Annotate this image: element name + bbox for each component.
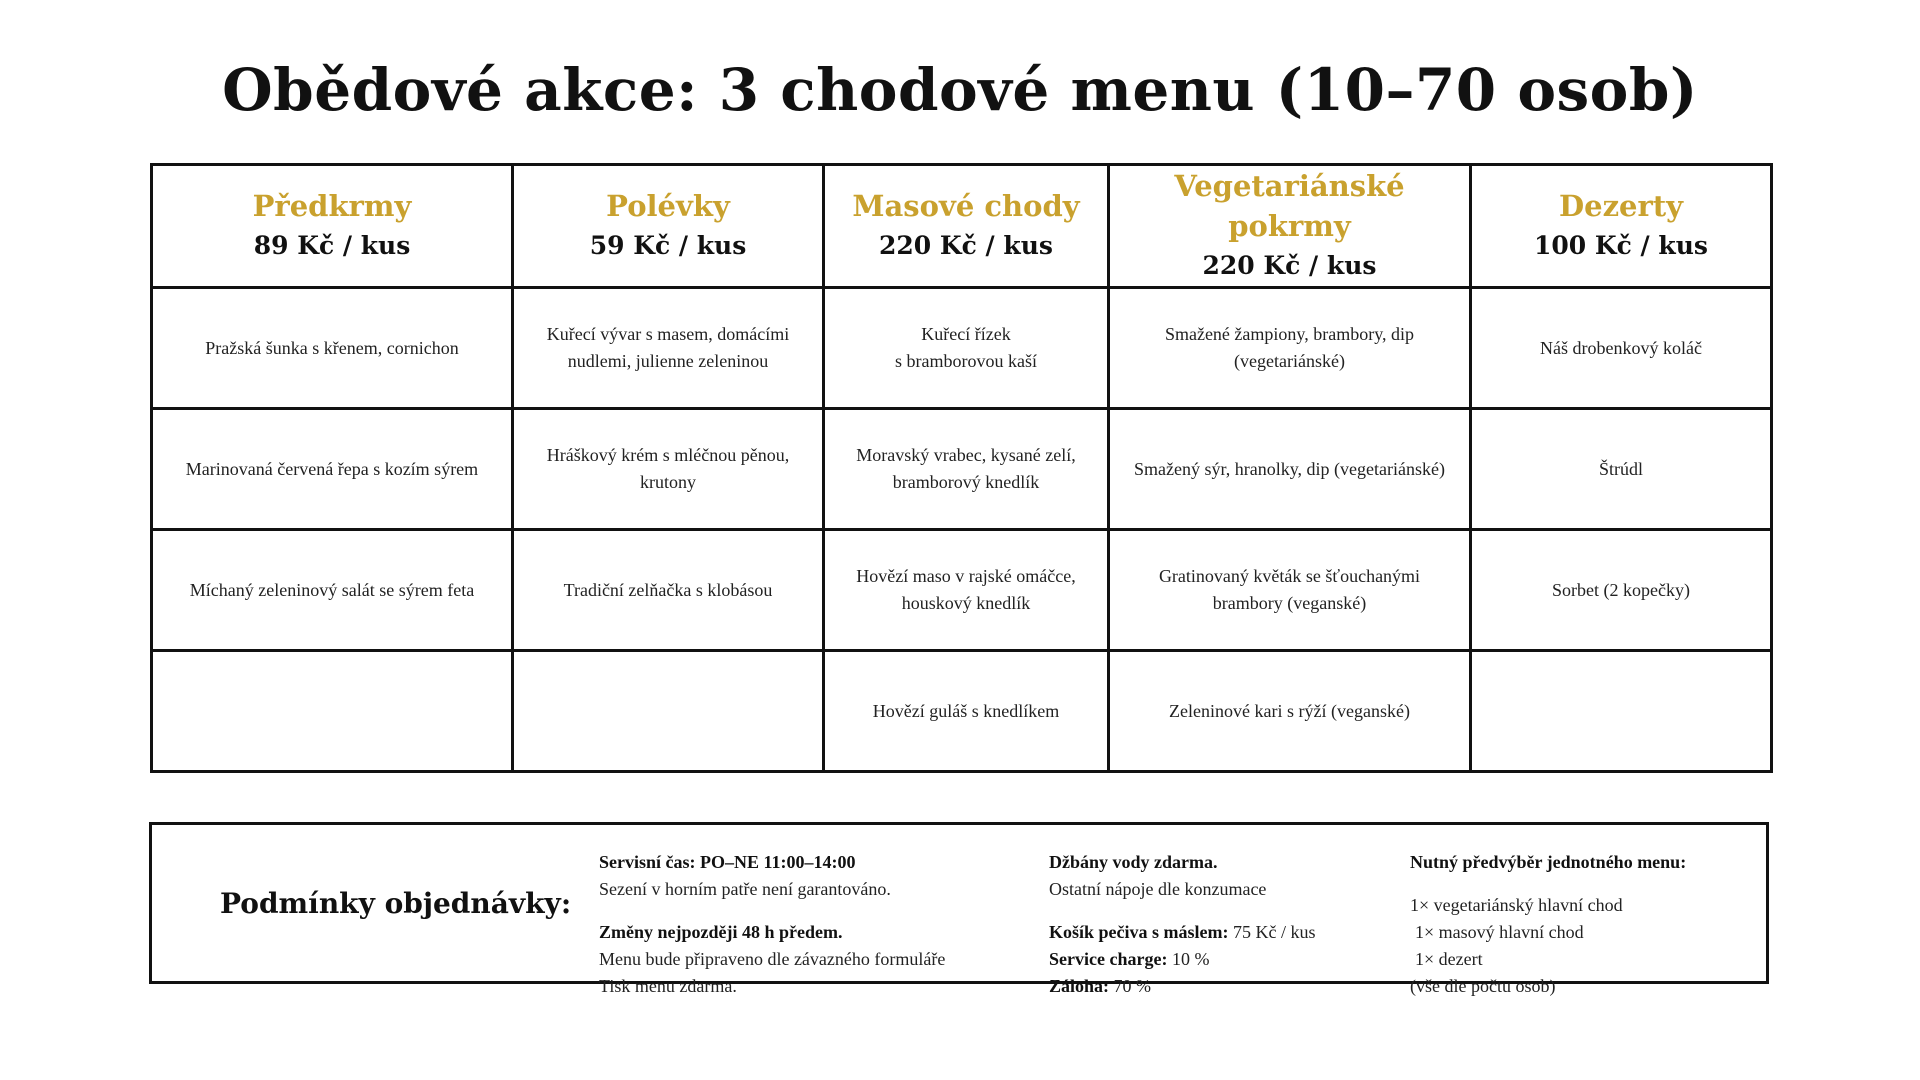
category-price: 59 Kč / kus — [589, 231, 747, 260]
conditions-column-service — [599, 849, 945, 1000]
print-note: Tisk menu zdarma. — [599, 976, 737, 996]
category-price: 220 Kč / kus — [879, 231, 1053, 260]
conditions-column-pricing — [1049, 849, 1316, 1000]
category-price: 89 Kč / kus — [253, 231, 411, 260]
service-time: Servisní čas: PO–NE 11:00–14:00 — [599, 852, 856, 872]
menu-item-cell: Marinovaná červená řepa s kozím sýrem — [152, 409, 513, 530]
menu-row — [152, 288, 1772, 409]
page-title: Obědové akce: 3 chodové menu (10–70 osob) — [222, 56, 1698, 124]
menu-item-cell: Hovězí maso v rajské omáčce, houskový knedlík — [824, 530, 1109, 651]
menu-item-cell: Kuřecí vývar s masem, domácími nudlemi, julienne zeleninou — [513, 288, 824, 409]
menu-item-cell-empty — [513, 651, 824, 772]
menu-form-note: Menu bude připraveno dle závazného formuláře — [599, 949, 946, 969]
menu-item-cell: Míchaný zeleninový salát se sýrem feta — [152, 530, 513, 651]
menu-item-cell: Moravský vrabec, kysané zelí, bramborový knedlík — [824, 409, 1109, 530]
menu-item-cell: Tradiční zelňačka s klobásou — [513, 530, 824, 651]
menu-item-cell: Hovězí guláš s knedlíkem — [824, 651, 1109, 772]
menu-item-cell: Štrúdl — [1471, 409, 1772, 530]
preselection-item: 1× vegetariánský hlavní chod — [1410, 895, 1623, 915]
bread-basket — [1049, 919, 1316, 946]
category-header-dezerty — [1471, 165, 1772, 288]
category-name: Předkrmy — [252, 189, 412, 223]
menu-item-cell-empty — [1471, 651, 1772, 772]
deposit-value: 70 % — [1113, 976, 1152, 996]
water-note: Džbány vody zdarma. — [1049, 852, 1218, 872]
preselection-item: 1× dezert — [1415, 949, 1483, 969]
drinks-note: Ostatní nápoje dle konzumace — [1049, 879, 1267, 899]
deposit — [1049, 973, 1316, 1000]
menu-item-cell: Smažené žampiony, brambory, dip (vegetariánské) — [1109, 288, 1471, 409]
menu-item-line: Kuřecí řízek — [921, 324, 1011, 344]
category-price: 100 Kč / kus — [1534, 231, 1708, 260]
preselection-note: (vše dle počtu osob) — [1410, 976, 1556, 996]
bread-basket-label: Košík pečiva s máslem: — [1049, 922, 1229, 942]
menu-table — [150, 163, 1773, 773]
menu-item-cell: Hráškový krém s mléčnou pěnou, krutony — [513, 409, 824, 530]
menu-item-cell: Sorbet (2 kopečky) — [1471, 530, 1772, 651]
category-header-predkrmy — [152, 165, 513, 288]
category-name: Vegetariánské pokrmy — [1174, 169, 1405, 243]
preselection-item: 1× masový hlavní chod — [1415, 922, 1584, 942]
category-header-vegetarianske — [1109, 165, 1471, 288]
category-header-masove-chody — [824, 165, 1109, 288]
preselection-title: Nutný předvýběr jednotného menu: — [1410, 852, 1687, 872]
menu-item-cell-empty — [152, 651, 513, 772]
menu-item-cell: Gratinovaný květák se šťouchanými brambory (veganské) — [1109, 530, 1471, 651]
menu-row — [152, 409, 1772, 530]
menu-item-cell: Smažený sýr, hranolky, dip (vegetariánské) — [1109, 409, 1471, 530]
order-conditions-box — [149, 822, 1769, 996]
category-name: Dezerty — [1558, 189, 1684, 223]
category-name: Polévky — [606, 189, 730, 223]
menu-item-cell: Náš drobenkový koláč — [1471, 288, 1772, 409]
menu-header-row — [152, 165, 1772, 288]
menu-row — [152, 530, 1772, 651]
menu-item-cell: Zeleninové kari s rýží (veganské) — [1109, 651, 1471, 772]
category-name: Masové chody — [852, 189, 1080, 223]
changes-deadline: Změny nejpozději 48 h předem. — [599, 922, 843, 942]
service-charge-label: Service charge: — [1049, 949, 1168, 969]
category-price: 220 Kč / kus — [1202, 251, 1377, 280]
seating-note: Sezení v horním patře není garantováno. — [599, 879, 891, 899]
menu-item-line: s bramborovou kaší — [895, 351, 1037, 371]
deposit-label: Záloha: — [1049, 976, 1110, 996]
service-charge — [1049, 946, 1316, 973]
menu-row — [152, 651, 1772, 772]
category-header-polevky — [513, 165, 824, 288]
conditions-title: Podmínky objednávky: — [220, 886, 572, 920]
bread-basket-price: 75 Kč / kus — [1233, 922, 1316, 942]
menu-item-cell: Pražská šunka s křenem, cornichon — [152, 288, 513, 409]
conditions-column-preselection — [1410, 849, 1686, 1000]
menu-item-cell — [824, 288, 1109, 409]
service-charge-value: 10 % — [1171, 949, 1210, 969]
